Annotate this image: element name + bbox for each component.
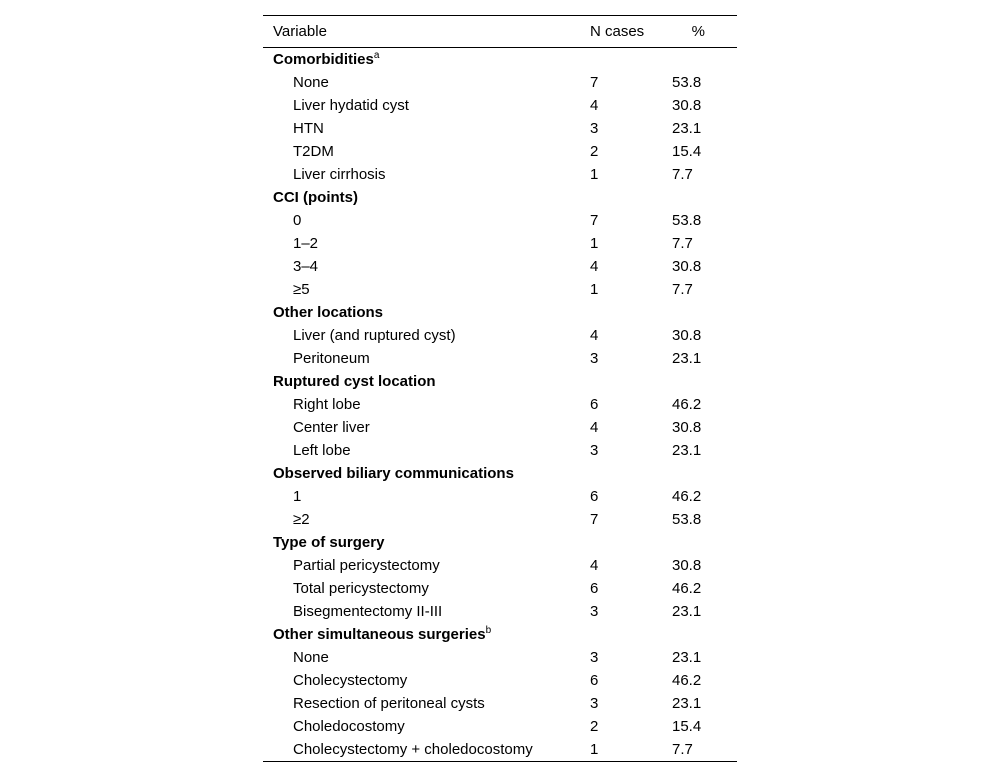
row-label: Right lobe [293, 396, 361, 413]
table-header [263, 16, 737, 48]
row-percent: 7.7 [672, 235, 693, 252]
group-label: Observed biliary communications [273, 465, 514, 482]
row-n-cases: 1 [590, 235, 599, 252]
row-percent: 23.1 [672, 350, 702, 367]
row-n-cases: 4 [590, 557, 599, 574]
group-label-cell [263, 531, 737, 554]
group-row [263, 186, 737, 209]
table-row [263, 554, 737, 577]
header-variable: Variable [273, 23, 327, 40]
row-percent: 7.7 [672, 281, 693, 298]
row-label: Partial pericystectomy [293, 557, 440, 574]
row-percent: 46.2 [672, 672, 702, 689]
row-n-cases: 2 [590, 718, 599, 735]
row-percent: 46.2 [672, 580, 702, 597]
row-n-cases: 2 [590, 143, 599, 160]
row-n-cases: 3 [590, 603, 599, 620]
group-label: Comorbidities [273, 51, 374, 68]
data-table [263, 15, 737, 762]
table-row [263, 393, 737, 416]
table-row [263, 71, 737, 94]
row-percent: 15.4 [672, 718, 702, 735]
row-label: Peritoneum [293, 350, 370, 367]
table-row [263, 508, 737, 531]
row-n-cases: 4 [590, 258, 599, 275]
table-row [263, 485, 737, 508]
footnote-marker: b [485, 625, 492, 636]
row-percent: 46.2 [672, 396, 702, 413]
row-label: Cholecystectomy [293, 672, 408, 689]
table-row [263, 278, 737, 301]
row-n-cases: 6 [590, 488, 599, 505]
row-n-cases: 4 [590, 97, 599, 114]
row-label: ≥2 [293, 511, 310, 528]
row-label: T2DM [293, 143, 334, 160]
row-label: Total pericystectomy [293, 580, 429, 597]
table-row [263, 324, 737, 347]
row-n-cases: 3 [590, 442, 599, 459]
table-row [263, 577, 737, 600]
row-label: HTN [293, 120, 324, 137]
row-n-cases: 4 [590, 419, 599, 436]
row-percent: 53.8 [672, 212, 702, 229]
row-percent: 30.8 [672, 97, 702, 114]
data-table-container [263, 15, 737, 762]
row-label: 1 [293, 488, 302, 505]
header-percent: % [691, 23, 705, 40]
group-label-cell [263, 301, 737, 324]
group-label: Type of surgery [273, 534, 385, 551]
group-row [263, 301, 737, 324]
table-row [263, 232, 737, 255]
table-row [263, 140, 737, 163]
row-percent: 23.1 [672, 649, 702, 666]
row-percent: 30.8 [672, 258, 702, 275]
row-label: Center liver [293, 419, 370, 436]
table-row [263, 715, 737, 738]
table-row [263, 416, 737, 439]
table-row [263, 600, 737, 623]
row-percent: 7.7 [672, 741, 693, 758]
row-n-cases: 3 [590, 350, 599, 367]
row-n-cases: 4 [590, 327, 599, 344]
row-percent: 23.1 [672, 695, 702, 712]
row-n-cases: 1 [590, 741, 599, 758]
row-percent: 23.1 [672, 442, 702, 459]
row-percent: 53.8 [672, 74, 702, 91]
table-row [263, 669, 737, 692]
row-percent: 15.4 [672, 143, 702, 160]
row-percent: 23.1 [672, 603, 702, 620]
table-row [263, 646, 737, 669]
row-n-cases: 6 [590, 580, 599, 597]
row-label: Liver (and ruptured cyst) [293, 327, 456, 344]
row-n-cases: 3 [590, 695, 599, 712]
group-label-cell [263, 623, 737, 646]
row-label: ≥5 [293, 281, 310, 298]
group-label-cell [263, 462, 737, 485]
table-row [263, 692, 737, 715]
group-row [263, 370, 737, 393]
row-percent: 30.8 [672, 419, 702, 436]
row-label: Liver hydatid cyst [293, 97, 409, 114]
row-percent: 23.1 [672, 120, 702, 137]
group-label-cell [263, 48, 737, 72]
row-n-cases: 3 [590, 649, 599, 666]
row-n-cases: 7 [590, 212, 599, 229]
row-label: None [293, 74, 329, 91]
row-label: Choledocostomy [293, 718, 405, 735]
group-label: Other locations [273, 304, 384, 321]
group-row [263, 462, 737, 485]
row-label: 1–2 [293, 235, 319, 252]
group-row [263, 48, 737, 72]
row-percent: 7.7 [672, 166, 693, 183]
table-row [263, 738, 737, 762]
row-n-cases: 3 [590, 120, 599, 137]
group-label: Ruptured cyst location [273, 373, 436, 390]
table-row [263, 347, 737, 370]
table-row [263, 94, 737, 117]
table-row [263, 163, 737, 186]
header-row [263, 16, 737, 48]
group-label: Other simultaneous surgeries [273, 626, 486, 643]
row-n-cases: 7 [590, 74, 599, 91]
row-n-cases: 1 [590, 281, 599, 298]
group-label: CCI (points) [273, 189, 358, 206]
group-label-cell [263, 186, 737, 209]
table-row [263, 255, 737, 278]
table-body [263, 48, 737, 762]
group-label-cell [263, 370, 737, 393]
footnote-marker: a [373, 50, 380, 61]
table-row [263, 117, 737, 140]
row-percent: 53.8 [672, 511, 702, 528]
row-label: Cholecystectomy + choledocostomy [293, 741, 533, 758]
row-label: 0 [293, 212, 302, 229]
table-row [263, 209, 737, 232]
row-percent: 30.8 [672, 327, 702, 344]
row-label: 3–4 [293, 258, 319, 275]
group-row [263, 623, 737, 646]
row-percent: 46.2 [672, 488, 702, 505]
row-n-cases: 1 [590, 166, 599, 183]
table-row [263, 439, 737, 462]
group-row [263, 531, 737, 554]
row-label: Liver cirrhosis [293, 166, 386, 183]
row-label: Resection of peritoneal cysts [293, 695, 485, 712]
row-n-cases: 6 [590, 672, 599, 689]
row-percent: 30.8 [672, 557, 702, 574]
row-label: Left lobe [293, 442, 351, 459]
row-n-cases: 7 [590, 511, 599, 528]
row-label: None [293, 649, 329, 666]
row-n-cases: 6 [590, 396, 599, 413]
row-label: Bisegmentectomy II-III [293, 603, 443, 620]
header-n-cases: N cases [590, 23, 645, 40]
